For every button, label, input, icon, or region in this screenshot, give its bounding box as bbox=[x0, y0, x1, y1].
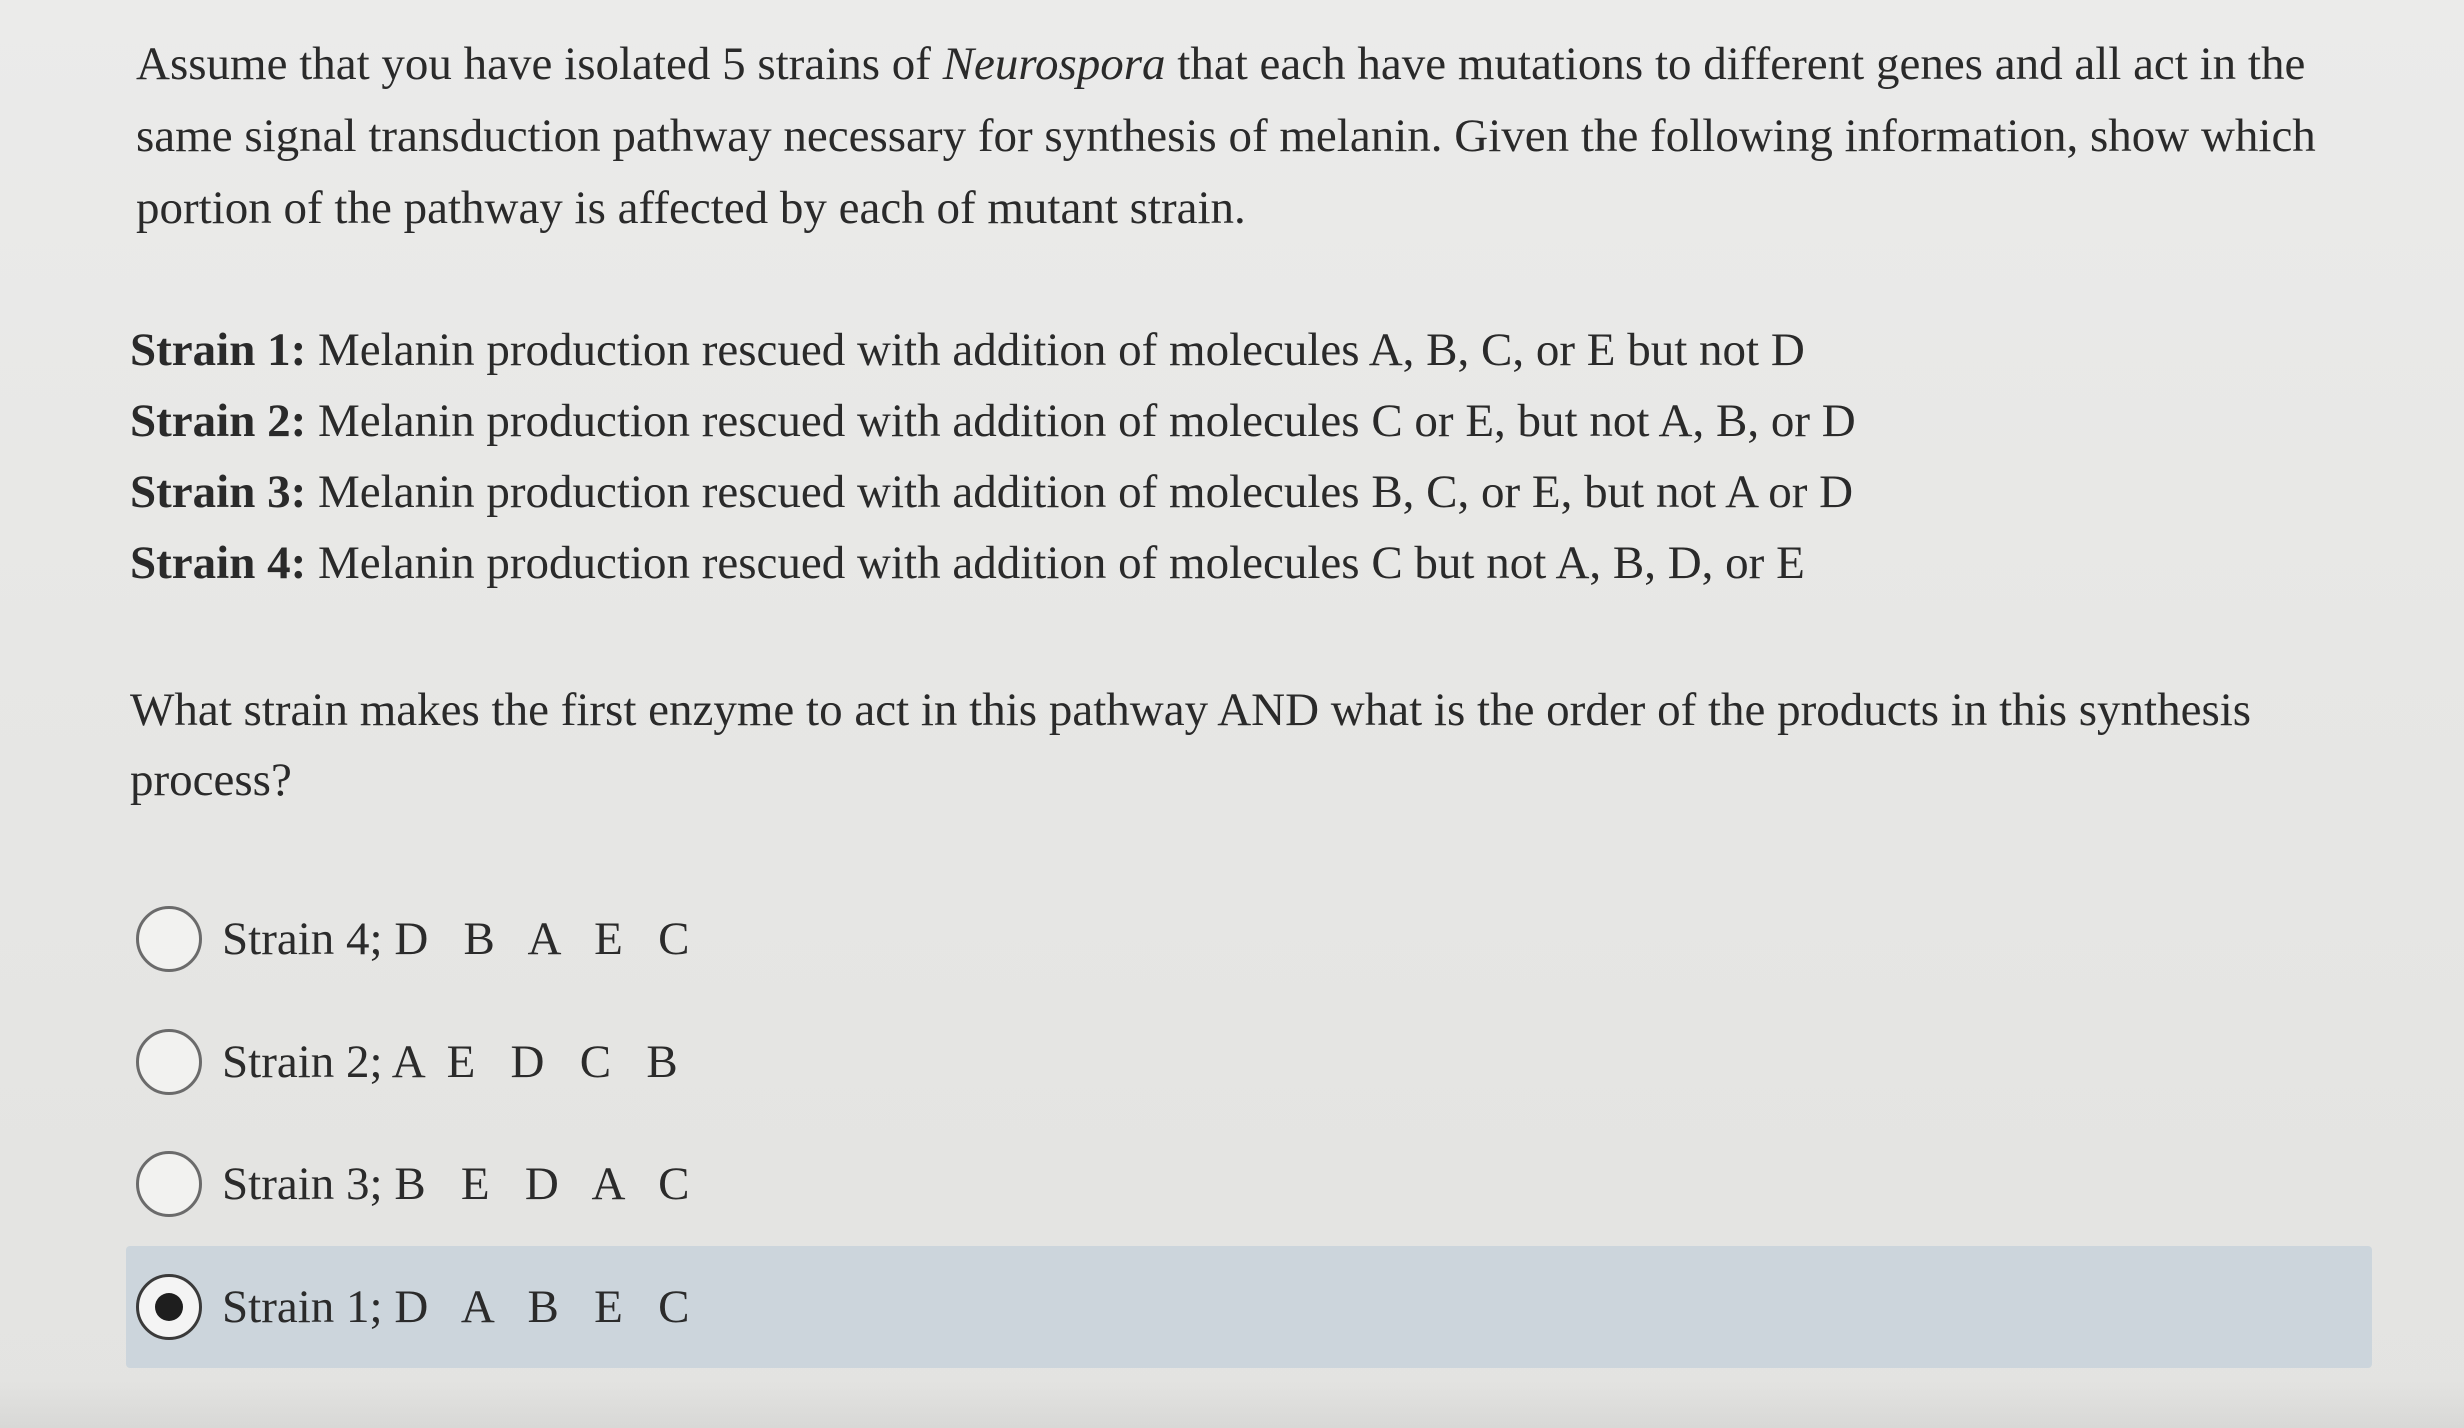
answer-option-label: Strain 2; A E D C B bbox=[222, 1036, 678, 1088]
strain-label: Strain 1: bbox=[130, 324, 307, 376]
radio-button[interactable] bbox=[136, 1151, 202, 1217]
radio-dot-icon bbox=[155, 1293, 183, 1321]
radio-button-selected[interactable] bbox=[136, 1274, 202, 1340]
strain-description: Melanin production rescued with addition of molecules C or E, but not A, B, or D bbox=[306, 395, 1856, 447]
answer-option-label: Strain 3; B E D A C bbox=[222, 1158, 690, 1210]
screen-edge-shade bbox=[0, 1380, 2464, 1428]
strain-label: Strain 2: bbox=[130, 395, 307, 447]
intro-text-2: that each have mutations to different genes and all act in the same signal transduction pathway necessary for synthesis of melanin. Given the following information, show which portion of the pathway is affected by each of mutant strain. bbox=[136, 38, 2316, 234]
answer-option-label: Strain 1; D A B E C bbox=[222, 1281, 690, 1333]
strain-description: Melanin production rescued with addition of molecules A, B, C, or E but not D bbox=[306, 324, 1805, 376]
strain-label: Strain 4: bbox=[130, 537, 307, 589]
answer-option-1[interactable] bbox=[126, 878, 2376, 1000]
intro-text-1: Assume that you have isolated 5 strains of bbox=[136, 38, 943, 90]
organism-name: Neurospora bbox=[942, 38, 1166, 90]
strain-label: Strain 3: bbox=[130, 466, 307, 518]
question-text: What strain makes the first enzyme to act in this pathway AND what is the order of the products in this synthesis process? bbox=[130, 684, 2252, 806]
strain-description: Melanin production rescued with addition of molecules C but not A, B, D, or E bbox=[306, 537, 1805, 589]
radio-button[interactable] bbox=[136, 1029, 202, 1095]
answer-option-2[interactable] bbox=[126, 1001, 2376, 1123]
answer-option-3[interactable] bbox=[126, 1123, 2376, 1245]
radio-button[interactable] bbox=[136, 906, 202, 972]
strain-description: Melanin production rescued with addition of molecules B, C, or E, but not A or D bbox=[306, 466, 1854, 518]
answer-option-4-selected[interactable] bbox=[126, 1246, 2372, 1368]
answer-option-label: Strain 4; D B A E C bbox=[222, 913, 690, 965]
